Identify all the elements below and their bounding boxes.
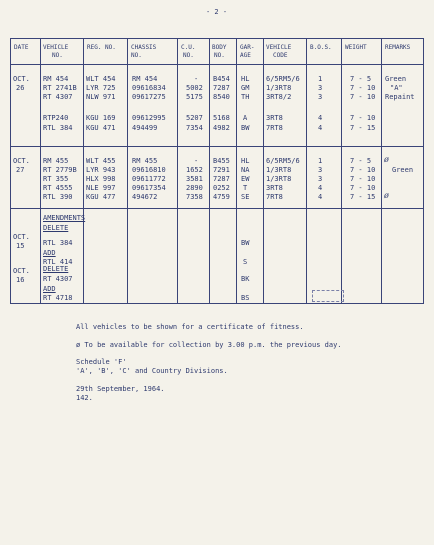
cell-body: 8540 xyxy=(213,93,230,101)
cell-chassis: 09617275 xyxy=(132,93,166,101)
cell-garage: A xyxy=(243,114,248,122)
header-body: BODY xyxy=(212,44,227,51)
cell-garage: EW xyxy=(241,175,250,183)
block2-rule xyxy=(10,208,424,209)
header-cu: C.U. xyxy=(181,44,196,51)
cell-bos: 1 xyxy=(318,157,323,165)
cell-weight: 7 - 10 xyxy=(350,175,376,183)
col-rule-code xyxy=(306,38,307,304)
cell-reg: LYR 725 xyxy=(86,84,116,92)
header-chassis: CHASSIS xyxy=(131,44,157,51)
cell-chassis: 09617354 xyxy=(132,184,166,192)
block2-date-day: 27 xyxy=(16,166,25,174)
cell-weight: 7 - 10 xyxy=(350,184,376,192)
slashed-zero-mark: ø xyxy=(384,191,389,200)
header-garage: GAR- xyxy=(240,44,255,51)
table-bottom-rule xyxy=(10,303,424,304)
header-code: VEHICLE xyxy=(266,44,292,51)
cell-reg: HLX 998 xyxy=(86,175,116,183)
cell-bos: 4 xyxy=(318,124,323,132)
block1-remark-1: Green xyxy=(385,75,407,83)
amend1-delete-garage: BW xyxy=(241,239,250,247)
cell-code: 1/3RT8 xyxy=(266,166,292,174)
cell-body: 4759 xyxy=(213,193,230,201)
amend1-delete-label: DELETE xyxy=(43,224,69,232)
block1-date-day: 26 xyxy=(16,84,25,92)
cell-cu: 2890 xyxy=(186,184,203,192)
col-rule-chassis xyxy=(177,38,178,304)
cell-code: 1/3RT8 xyxy=(266,175,292,183)
cell-bos: 3 xyxy=(318,175,323,183)
cell-reg: NLE 997 xyxy=(86,184,116,192)
col-rule-right xyxy=(423,38,424,304)
stamp-mark xyxy=(312,290,344,302)
note-certificate: All vehicles to be shown for a certificate of fitness. xyxy=(76,323,304,331)
cell-code: 7RT8 xyxy=(266,193,283,201)
cell-garage: T xyxy=(243,184,248,192)
col-rule-date xyxy=(40,38,41,304)
amend2-delete-label: DELETE xyxy=(43,265,69,273)
cell-cu: - xyxy=(194,157,199,165)
amend1-delete-vehicle: RTL 384 xyxy=(43,239,73,247)
header-code-2: CODE xyxy=(273,52,288,59)
col-rule-body xyxy=(236,38,237,304)
cell-garage: BW xyxy=(241,124,250,132)
cell-weight: 7 - 10 xyxy=(350,84,376,92)
cell-vehicle: RTL 390 xyxy=(43,193,73,201)
cell-body: 4982 xyxy=(213,124,230,132)
cell-weight: 7 - 5 xyxy=(350,157,372,165)
cell-vehicle: RT 2779B xyxy=(43,166,77,174)
amend2-date-month: OCT. xyxy=(13,267,30,275)
slashed-zero-mark: ø xyxy=(384,155,389,164)
amend1-date-month: OCT. xyxy=(13,233,30,241)
cell-cu: 3581 xyxy=(186,175,203,183)
header-cu-2: NO. xyxy=(183,52,194,59)
cell-vehicle: RM 455 xyxy=(43,157,69,165)
cell-code: 6/5RM5/6 xyxy=(266,75,300,83)
cell-weight: 7 - 5 xyxy=(350,75,372,83)
cell-garage: HL xyxy=(241,75,250,83)
cell-weight: 7 - 15 xyxy=(350,124,376,132)
cell-vehicle: RT 4307 xyxy=(43,93,73,101)
cell-garage: NA xyxy=(241,166,250,174)
cell-code: 1/3RT8 xyxy=(266,84,292,92)
header-remarks: REMARKS xyxy=(385,44,411,51)
cell-reg: KGU 169 xyxy=(86,114,116,122)
amendments-title: AMENDMENTS xyxy=(43,214,86,222)
cell-cu: - xyxy=(194,75,199,83)
cell-garage: HL xyxy=(241,157,250,165)
cell-body: 7291 xyxy=(213,166,230,174)
cell-cu: 7354 xyxy=(186,124,203,132)
amend2-date-day: 16 xyxy=(16,276,25,284)
amend1-date-day: 15 xyxy=(16,242,25,250)
cell-vehicle: RT 2741B xyxy=(43,84,77,92)
amend2-add-garage: BS xyxy=(241,294,250,302)
divisions-label: 'A', 'B', 'C' and Country Divisions. xyxy=(76,367,228,375)
amend2-add-label: ADD xyxy=(43,285,56,293)
col-rule-weight xyxy=(381,38,382,304)
cell-weight: 7 - 10 xyxy=(350,166,376,174)
cell-code: 3RT8/2 xyxy=(266,93,292,101)
header-vehicle: VEHICLE xyxy=(43,44,69,51)
cell-code: 6/5RM5/6 xyxy=(266,157,300,165)
block1-remark-2: "A" xyxy=(390,84,403,92)
cell-cu: 1652 xyxy=(186,166,203,174)
cell-body: B455 xyxy=(213,157,230,165)
block1-date-month: OCT. xyxy=(13,75,30,83)
amend2-delete-garage: BK xyxy=(241,275,250,283)
cell-chassis: 494499 xyxy=(132,124,158,132)
cell-body: 7287 xyxy=(213,84,230,92)
cell-bos: 4 xyxy=(318,193,323,201)
table-top-rule xyxy=(10,38,424,39)
cell-bos: 3 xyxy=(318,93,323,101)
cell-vehicle: RT 355 xyxy=(43,175,69,183)
cell-reg: WLT 454 xyxy=(86,75,116,83)
cell-garage: GM xyxy=(241,84,250,92)
cell-body: 7287 xyxy=(213,175,230,183)
cell-reg: NLW 971 xyxy=(86,93,116,101)
col-rule-bos xyxy=(341,38,342,304)
cell-cu: 5175 xyxy=(186,93,203,101)
page-number: - 2 - xyxy=(206,8,228,16)
cell-vehicle: RM 454 xyxy=(43,75,69,83)
cell-bos: 4 xyxy=(318,114,323,122)
block2-date-month: OCT. xyxy=(13,157,30,165)
header-weight: WEIGHT xyxy=(345,44,367,51)
cell-weight: 7 - 15 xyxy=(350,193,376,201)
col-rule-vehicle xyxy=(83,38,84,304)
cell-vehicle: RTP240 xyxy=(43,114,69,122)
header-vehicle-2: NO. xyxy=(52,52,63,59)
header-garage-2: AGE xyxy=(240,52,251,59)
cell-bos: 3 xyxy=(318,166,323,174)
cell-bos: 3 xyxy=(318,84,323,92)
cell-chassis: 09616810 xyxy=(132,166,166,174)
cell-reg: KGU 477 xyxy=(86,193,116,201)
cell-garage: TH xyxy=(241,93,250,101)
cell-code: 3RT8 xyxy=(266,114,283,122)
amend1-add-garage: S xyxy=(243,258,248,266)
amend1-add-vehicle: RTL 414 xyxy=(43,258,73,266)
header-bos: B.O.S. xyxy=(310,44,332,51)
cell-reg: KGU 471 xyxy=(86,124,116,132)
cell-body: 5168 xyxy=(213,114,230,122)
cell-bos: 1 xyxy=(318,75,323,83)
cell-cu: 7358 xyxy=(186,193,203,201)
cell-chassis: 09612995 xyxy=(132,114,166,122)
block2-remark-1: Green xyxy=(392,166,414,174)
cell-weight: 7 - 10 xyxy=(350,93,376,101)
cell-cu: 5207 xyxy=(186,114,203,122)
col-rule-garage xyxy=(263,38,264,304)
header-reg: REG. NO. xyxy=(87,44,116,51)
cell-chassis: RM 454 xyxy=(132,75,158,83)
cell-reg: WLT 455 xyxy=(86,157,116,165)
cell-chassis: 09611772 xyxy=(132,175,166,183)
cell-cu: 5002 xyxy=(186,84,203,92)
col-rule-left xyxy=(10,38,11,304)
cell-garage: SE xyxy=(241,193,250,201)
cell-chassis: 494672 xyxy=(132,193,158,201)
cell-chassis: 09616834 xyxy=(132,84,166,92)
cell-vehicle: RTL 384 xyxy=(43,124,73,132)
cell-code: 7RT8 xyxy=(266,124,283,132)
cell-chassis: RM 455 xyxy=(132,157,158,165)
schedule-label: Schedule 'F' xyxy=(76,358,127,366)
cell-bos: 4 xyxy=(318,184,323,192)
block1-rule xyxy=(10,146,424,147)
col-rule-reg xyxy=(127,38,128,304)
amend2-delete-vehicle: RT 4307 xyxy=(43,275,73,283)
col-rule-cu xyxy=(209,38,210,304)
cell-body: 0252 xyxy=(213,184,230,192)
cell-reg: LYR 943 xyxy=(86,166,116,174)
amend2-add-vehicle: RT 4718 xyxy=(43,294,73,302)
document-ref: 142. xyxy=(76,394,93,402)
header-body-2: NO. xyxy=(214,52,225,59)
header-rule xyxy=(10,64,424,65)
block1-remark-3: Repaint xyxy=(385,93,415,101)
amend1-add-label: ADD xyxy=(43,249,56,257)
header-chassis-2: NO. xyxy=(131,52,142,59)
document-date: 29th September, 1964. xyxy=(76,385,165,393)
cell-vehicle: RT 4555 xyxy=(43,184,73,192)
note-collection: ø To be available for collection by 3.00 p.m. the previous day. xyxy=(76,341,342,349)
cell-body: B454 xyxy=(213,75,230,83)
cell-code: 3RT8 xyxy=(266,184,283,192)
header-date: DATE xyxy=(14,44,29,51)
cell-weight: 7 - 10 xyxy=(350,114,376,122)
